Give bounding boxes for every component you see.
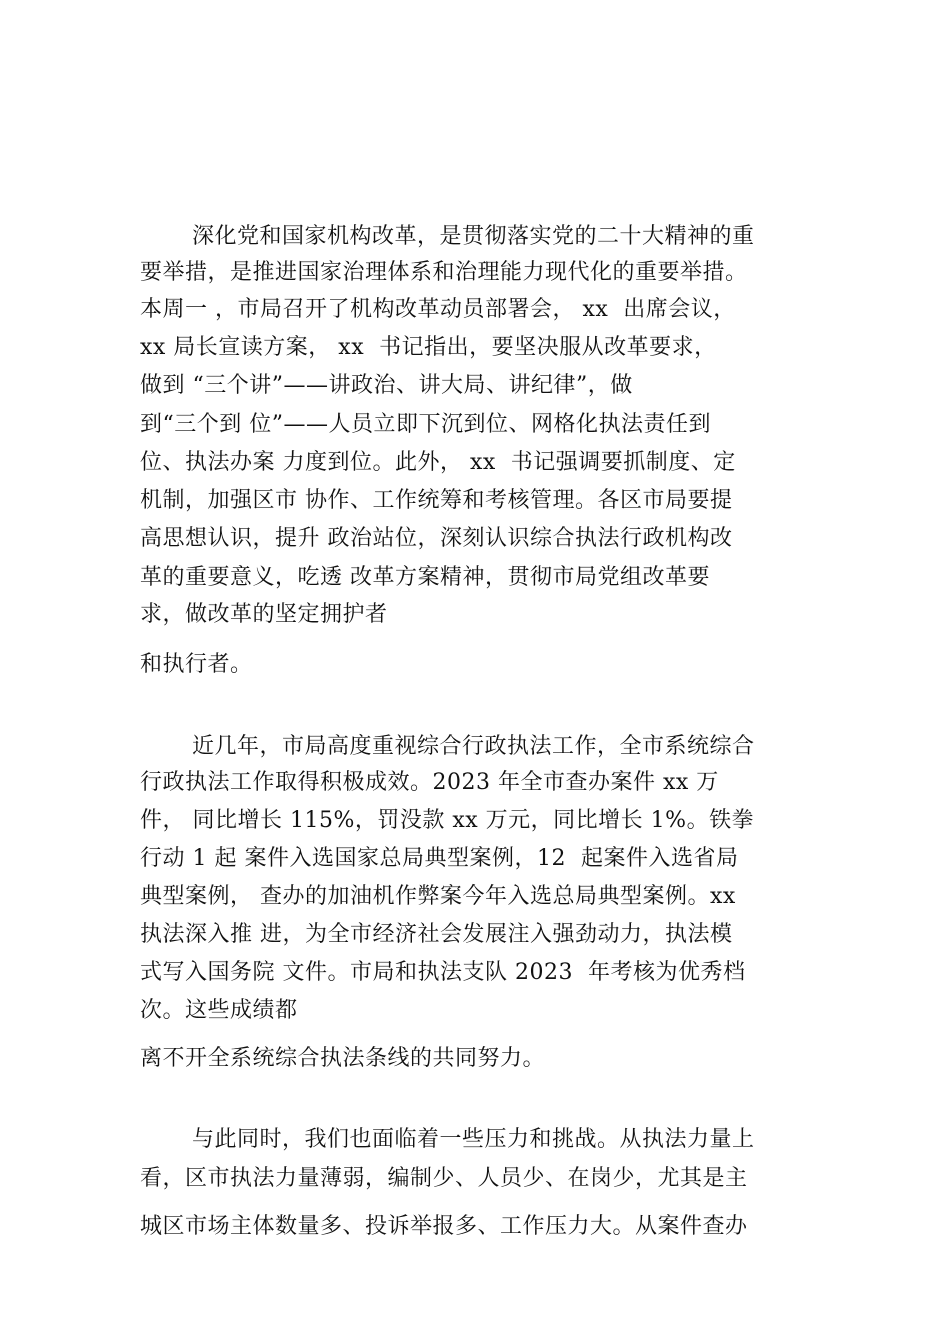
text-line: 深化党和国家机构改革，是贯彻落实党的二十大精神的重: [192, 224, 755, 249]
text-line: 离不开全系统综合执法条线的共同努力。: [140, 1046, 546, 1071]
text-line: 到“三个到 位”——人员立即下沉到位、网格化执法责任到: [140, 412, 711, 437]
text-line: 做到 “三个讲”——讲政治、讲大局、讲纪律”，做: [140, 373, 633, 398]
text-line: 和执行者。: [140, 652, 253, 677]
text-line: 式写入国务院 文件。市局和执法支队 2023 年考核为优秀档: [140, 960, 746, 985]
text-line: 行动 1 起 案件入选国家总局典型案例，12 起案件入选省局: [140, 846, 739, 871]
text-line: 求，做改革的坚定拥护者: [140, 602, 388, 627]
text-line: 位、执法办案 力度到位。此外， xx 书记强调要抓制度、定: [140, 450, 736, 475]
text-line: 与此同时，我们也面临着一些压力和挑战。从执法力量上: [192, 1127, 755, 1152]
text-line: 次。这些成绩都: [140, 998, 298, 1023]
text-line: 执法深入推 进，为全市经济社会发展注入强劲动力，执法模: [140, 922, 733, 947]
text-line: 机制，加强区市 协作、工作统筹和考核管理。各区市局要提: [140, 488, 733, 513]
text-line: xx 局长宣读方案， xx 书记指出，要坚决服从改革要求，: [140, 335, 717, 360]
text-line: 高思想认识，提升 政治站位，深刻认识综合执法行政机构改: [140, 526, 733, 551]
text-line: 城区市场主体数量多、投诉举报多、工作压力大。从案件查办: [140, 1214, 748, 1239]
text-line: 行政执法工作取得积极成效。2023 年全市查办案件 xx 万: [140, 770, 719, 795]
text-line: 本周一 ，市局召开了机构改革动员部署会， xx 出席会议，: [140, 297, 736, 322]
text-line: 看，区市执法力量薄弱，编制少、人员少、在岗少，尤其是主: [140, 1166, 748, 1191]
text-line: 近几年，市局高度重视综合行政执法工作，全市系统综合: [192, 734, 755, 759]
text-line: 件， 同比增长 115%，罚没款 xx 万元，同比增长 1%。铁拳: [140, 808, 755, 833]
text-line: 革的重要意义，吃透 改革方案精神，贯彻市局党组改革要: [140, 565, 710, 590]
text-line: 要举措，是推进国家治理体系和治理能力现代化的重要举措。: [140, 260, 748, 285]
text-line: 典型案例， 查办的加油机作弊案今年入选总局典型案例。xx: [140, 884, 736, 909]
